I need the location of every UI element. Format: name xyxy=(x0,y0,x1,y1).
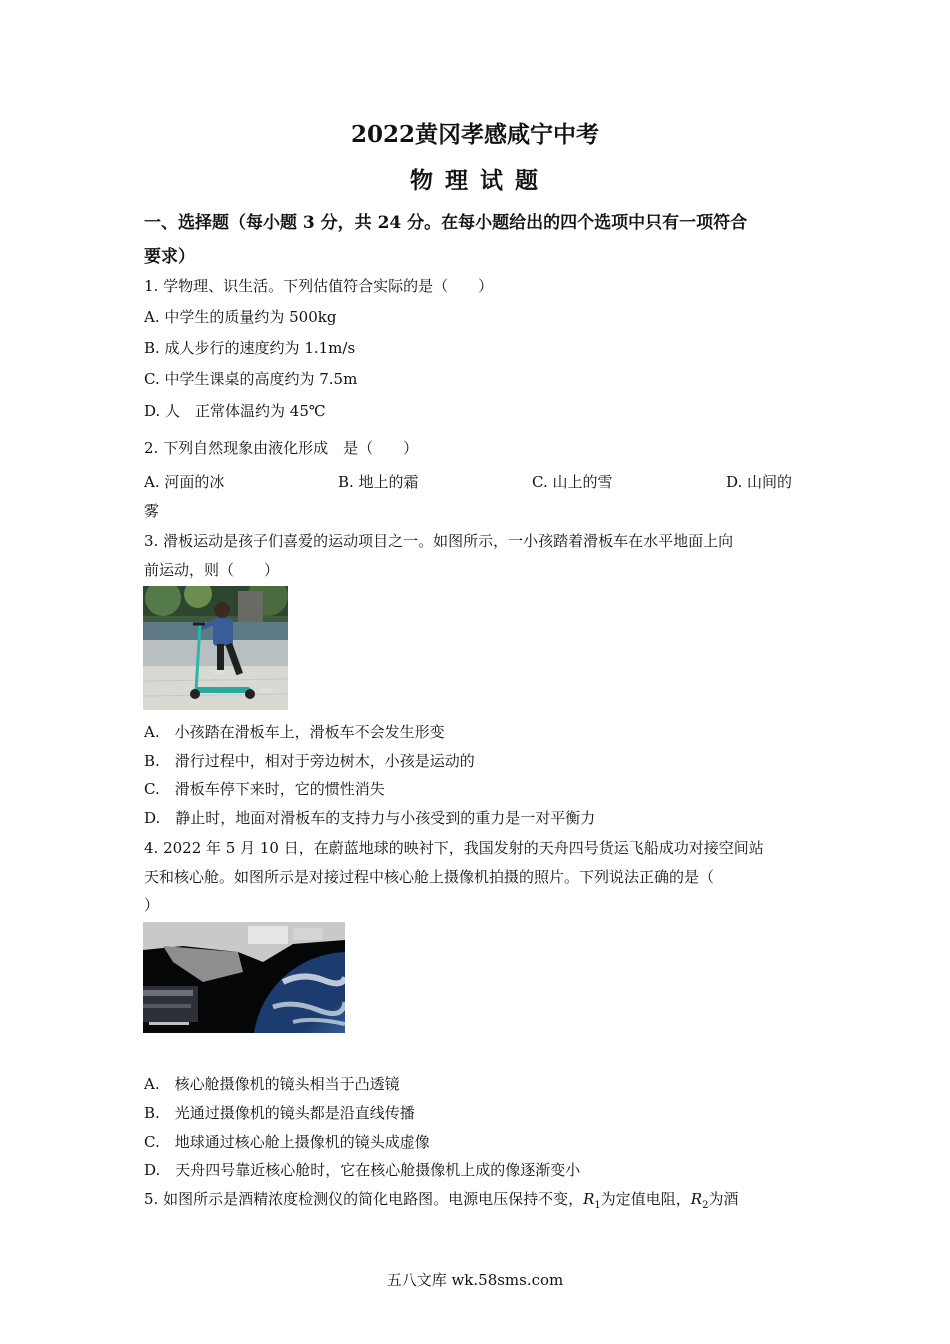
q2-option-d-wrap: 雾 xyxy=(144,502,160,520)
q4-option-d: D. 天舟四号靠近核心舱时，它在核心舱摄像机上成的像逐渐变小 xyxy=(144,1161,581,1179)
q5-stem-end: 为酒 xyxy=(708,1190,739,1208)
exam-subtitle: 物 理 试 题 xyxy=(409,167,541,194)
q3-stem-line1: 3. 滑板运动是孩子们喜爱的运动项目之一。如图所示，一小孩踏着滑板车在水平地面上向 xyxy=(144,532,734,550)
q1-option-b: B. 成人步行的速度约为 1.1m/s xyxy=(144,339,356,357)
scooter-photo xyxy=(143,586,288,710)
q5-r2-letter: R xyxy=(690,1190,703,1208)
q4-option-b: B. 光通过摄像机的镜头都是沿直线传播 xyxy=(144,1104,415,1122)
q2-option-d: D. 山间的 xyxy=(726,473,793,491)
exam-title: 2022黄冈孝感咸宁中考 xyxy=(350,121,599,148)
q5-stem-mid: 为定值电阻， xyxy=(600,1190,691,1208)
q4-option-a: A. 核心舱摄像机的镜头相当于凸透镜 xyxy=(144,1075,400,1093)
section-heading-line2: 要求） xyxy=(144,247,195,267)
q2-stem: 2. 下列自然现象由液化形成 是（ ） xyxy=(144,439,419,457)
q5-stem xyxy=(144,1188,738,1211)
q5-r2-sub: 2 xyxy=(702,1200,709,1211)
q1-option-c: C. 中学生课桌的高度约为 7.5m xyxy=(144,370,358,388)
q3-option-d: D. 静止时，地面对滑板车的支持力与小孩受到的重力是一对平衡力 xyxy=(144,809,596,827)
q1-stem: 1. 学物理、识生活。下列估值符合实际的是（ ） xyxy=(144,277,494,295)
q5-stem-start: 5. 如图所示是酒精浓度检测仪的简化电路图。电源电压保持不变， xyxy=(144,1190,584,1208)
q3-option-c: C. 滑板车停下来时，它的惯性消失 xyxy=(144,780,385,798)
q4-stem-line2: 天和核心舱。如图所示是对接过程中核心舱上摄像机拍摄的照片。下列说法正确的是（ xyxy=(144,868,715,886)
spacecraft-earth-photo xyxy=(143,922,345,1033)
section-heading-line1: 一、选择题（每小题 3 分，共 24 分。在每小题给出的四个选项中只有一项符合 xyxy=(144,213,748,233)
q4-stem-line1: 4. 2022 年 5 月 10 日，在蔚蓝地球的映衬下，我国发射的天舟四号货运飞船成功对接空间站 xyxy=(144,839,764,857)
q3-stem-line2: 前运动，则（ ） xyxy=(144,561,280,579)
q2-option-a: A. 河面的冰 xyxy=(144,473,225,491)
q1-option-d: D. 人 正常体温约为 45℃ xyxy=(144,402,326,420)
q4-stem-line3: ） xyxy=(144,896,160,914)
q4-option-c: C. 地球通过核心舱上摄像机的镜头成虚像 xyxy=(144,1133,430,1151)
footer-watermark: 五八文库 wk.58sms.com xyxy=(386,1271,564,1289)
q2-option-c: C. 山上的雪 xyxy=(532,473,613,491)
q3-option-a: A. 小孩踏在滑板车上，滑板车不会发生形变 xyxy=(144,723,445,741)
q1-option-a: A. 中学生的质量约为 500kg xyxy=(144,308,337,326)
q3-option-b: B. 滑行过程中，相对于旁边树木，小孩是运动的 xyxy=(144,752,475,770)
q2-option-b: B. 地上的霜 xyxy=(338,473,419,491)
q5-r1-letter: R xyxy=(583,1190,595,1208)
q5-r1-sub: 1 xyxy=(594,1200,601,1211)
